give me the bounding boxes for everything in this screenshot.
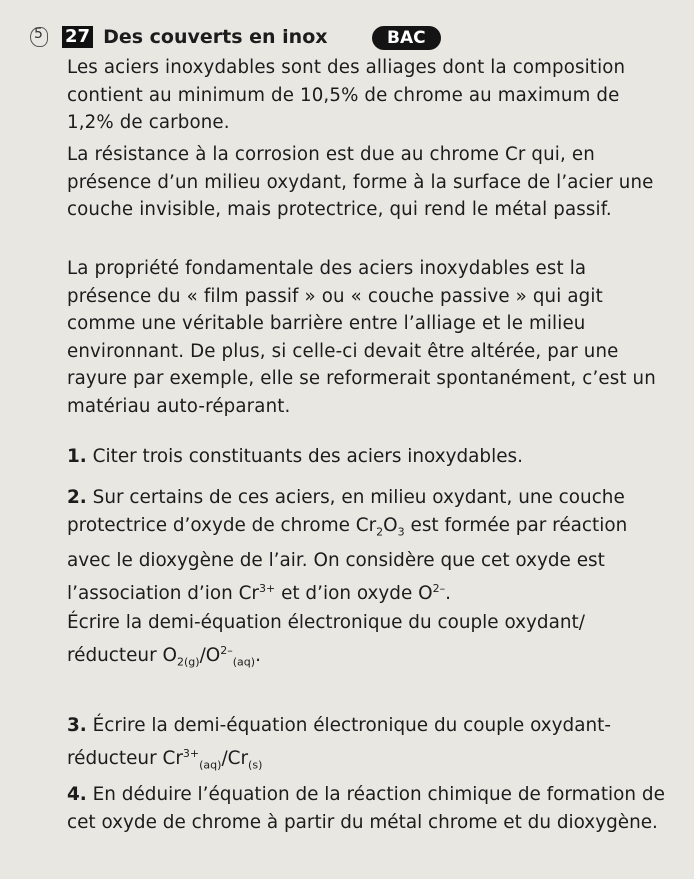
ion-cr3: $Cr^{3+}$ (238, 582, 276, 605)
exercise-number: 27 (62, 26, 93, 48)
bac-badge: BAC (372, 26, 441, 50)
question-number: 3. (67, 715, 87, 736)
question-1 (67, 443, 666, 471)
question-text: En déduire l’équation de la réaction chimique de formation de cet oxyde de chrome à partir du métal chrome et du dioxygène. (67, 784, 665, 834)
couple-o2: $O_{2(g)}/O^{2-}_{(aq)}$ (162, 643, 256, 669)
paragraph-1: Les aciers inoxydables sont des alliages dont la composition contient au minimum de 10,5% de chrome au maximum de 1,2% de carbone. (67, 57, 626, 133)
margin-mark: 5 (30, 27, 48, 47)
question-text: Citer trois constituants des aciers inoxydables. (92, 446, 523, 467)
exercise-header (30, 22, 328, 52)
question-3: 3. Écrire la demi-équation électronique du couple oxydant-réducteur $Cr^{3+}_{(aq)}/Cr_{(s)}$ (67, 715, 611, 772)
question-number: 1. (67, 446, 87, 467)
question-2: 2. Sur certains de ces aciers, en milieu oxydant, une couche protectrice d’oxyde de chrome $Cr_2O_3$ est formée par réaction avec le dioxygène de l’air. On considère que cet oxyde est l’association d’ion $Cr^{3+}$ et d’ion oxyde $O^{2-}$. Écrire la demi-équation électronique du couple oxydant/ réducteur $O_{2(g)}/O^{2-}_{(aq)}$. (67, 487, 628, 669)
question-number: 4. (67, 784, 87, 805)
couple-cr: $Cr^{3+}_{(aq)}/Cr_{(s)}$ (162, 747, 263, 772)
paragraph-3: La propriété fondamentale des aciers inoxydables est la présence du « film passif » ou « couche passive » qui agit comme une véritable barrière entre l’alliage et le milieu environnant. De plus, si celle-ci devait être altérée, par une rayure par exemple, elle se reformerait spontanément, c’est un matériau auto-réparant. (67, 258, 656, 417)
question-4 (67, 781, 666, 837)
exercise-title: Des couverts en inox (103, 26, 328, 48)
formula-cr2o3: $Cr_2O_3$ (355, 515, 405, 539)
paragraph-2: La résistance à la corrosion est due au chrome Cr qui, en présence d’un milieu oxydant, forme à la surface de l’acier une couche invisible, mais protectrice, qui rend le métal passif. (67, 144, 654, 220)
ion-o2: $O^{2-}$ (418, 582, 446, 605)
question-number: 2. (67, 487, 87, 508)
